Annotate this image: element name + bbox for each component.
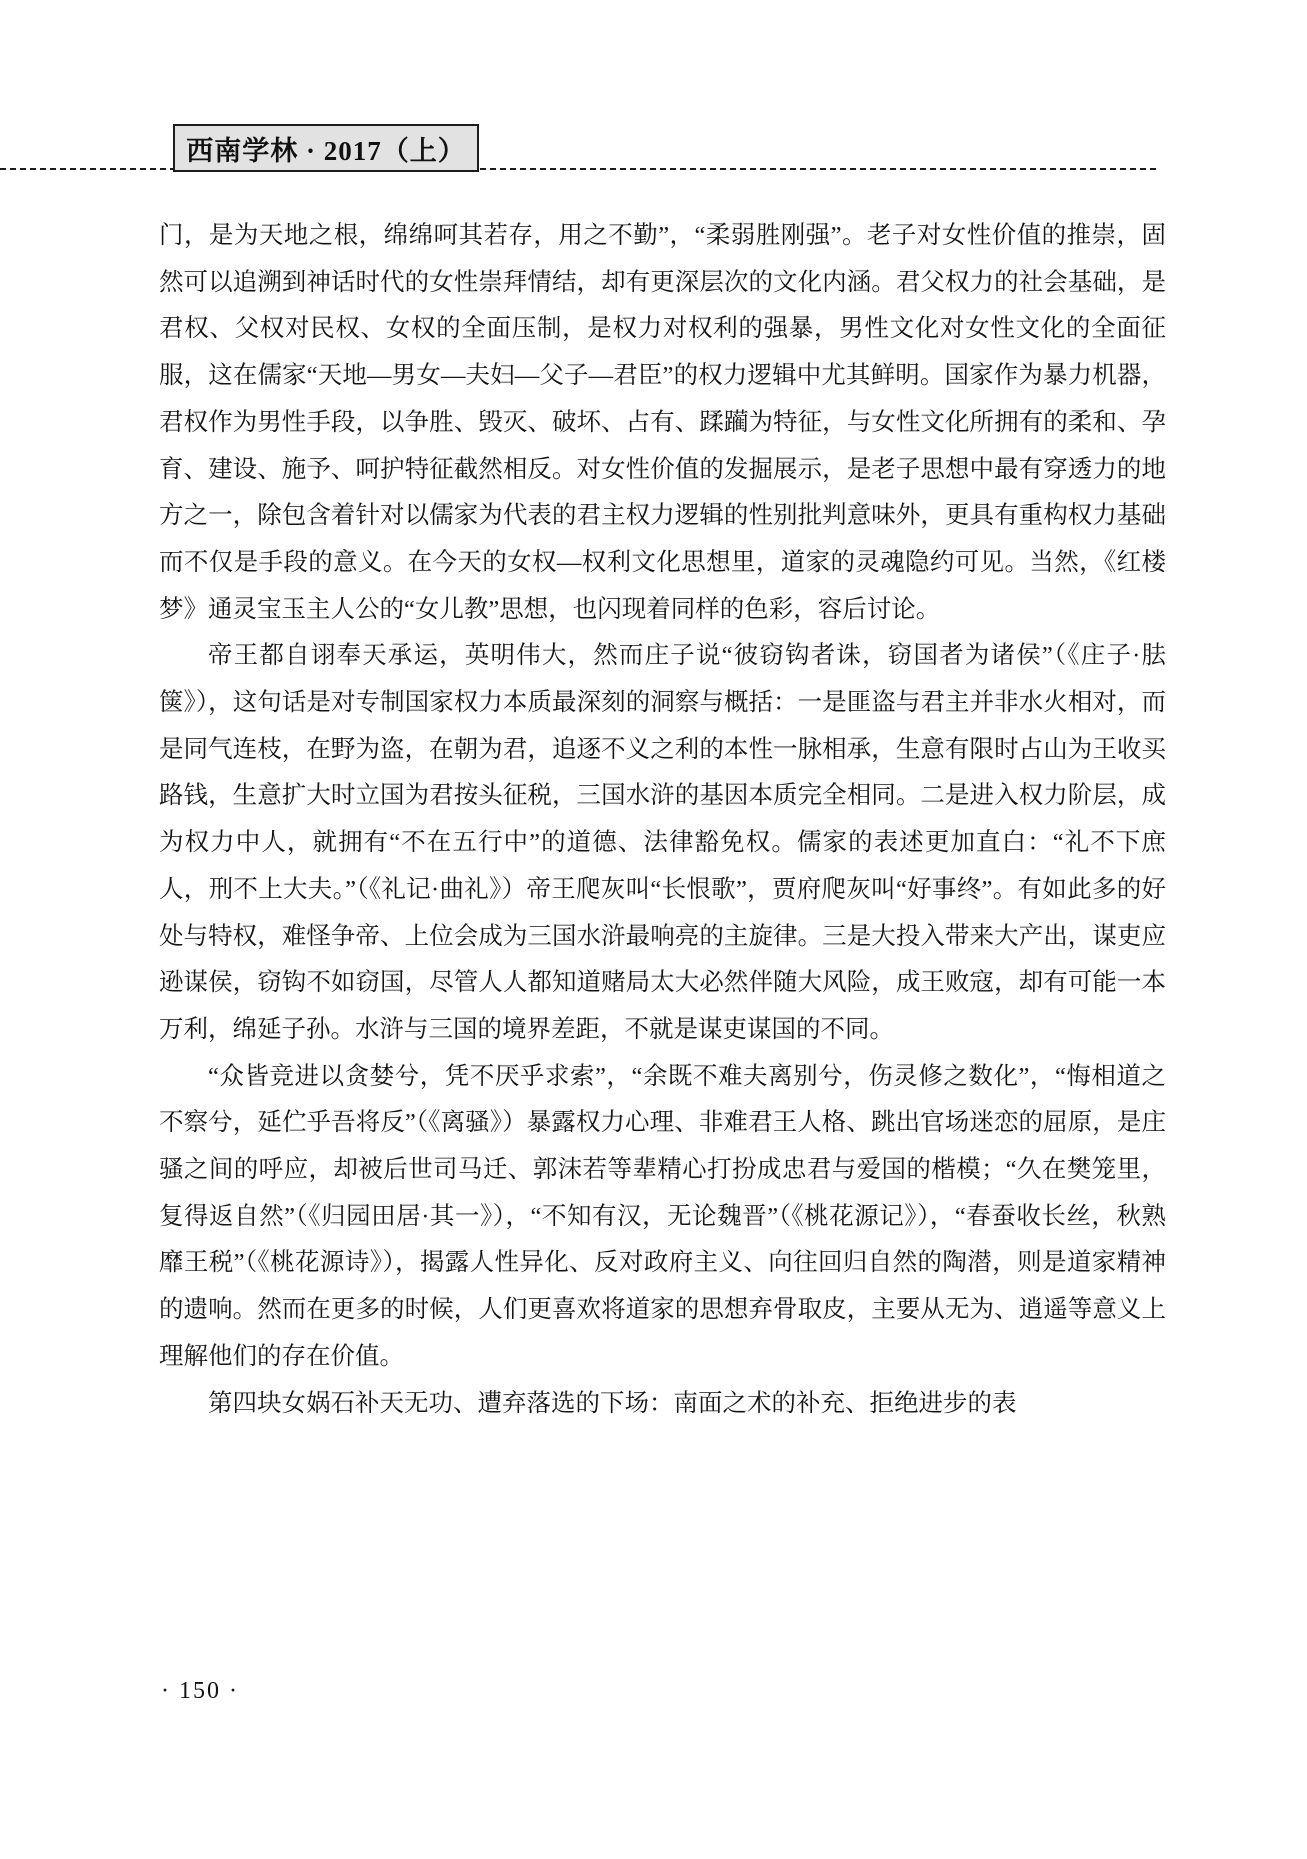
body-text: [159, 213, 1166, 1427]
paragraph-continuation: 门，是为天地之根，绵绵呵其若存，用之不勤”，“柔弱胜刚强”。老子对女性价值的推崇，固然可以追溯到神话时代的女性崇拜情结，却有更深层次的文化内涵。君父权力的社会基础，是君权、父权对民权、女权的全面压制，是权力对权利的强暴，男性文化对女性文化的全面征服，这在儒家“天地—男女—夫妇—父子—君臣”的权力逻辑中尤其鲜明。国家作为暴力机器，君权作为男性手段，以争胜、毁灭、破坏、占有、蹂躏为特征，与女性文化所拥有的柔和、孕育、建设、施予、呵护特征截然相反。对女性价值的发掘展示，是老子思想中最有穿透力的地方之一，除包含着针对以儒家为代表的君主权力逻辑的性别批判意味外，更具有重构权力基础而不仅是手段的意义。在今天的女权—权利文化思想里，道家的灵魂隐约可见。当然，《红楼梦》通灵宝玉主人公的“女儿教”思想，也闪现着同样的色彩，容后讨论。: [159, 222, 1166, 623]
paragraph: 帝王都自诩奉天承运，英明伟大，然而庄子说“彼窃钩者诛，窃国者为诸侯”（《庄子·胠箧》），这句话是对专制国家权力本质最深刻的洞察与概括：一是匪盗与君主并非水火相对，而是同气连枝，在野为盗，在朝为君，追逐不义之利的本性一脉相承，生意有限时占山为王收买路钱，生意扩大时立国为君按头征税，三国水浒的基因本质完全相同。二是进入权力阶层，成为权力中人，就拥有“不在五行中”的道德、法律豁免权。儒家的表述更加直白：“礼不下庶人，刑不上大夫。”（《礼记·曲礼》）帝王爬灰叫“长恨歌”，贾府爬灰叫“好事终”。有如此多的好处与特权，难怪争帝、上位会成为三国水浒最响亮的主旋律。三是大投入带来大产出，谋吏应逊谋侯，窃钩不如窃国，尽管人人都知道赌局太大必然伴随大风险，成王败寇，却有可能一本万利，绵延子孙。水浒与三国的境界差距，不就是谋吏谋国的不同。: [159, 642, 1166, 1043]
page-number: · 150 ·: [161, 1678, 239, 1704]
journal-header-badge: [173, 124, 479, 172]
paragraph: 第四块女娲石补天无功、遭弃落选的下场：南面之术的补充、拒绝进步的表: [208, 1389, 1017, 1417]
paragraph: “众皆竞进以贪婪兮，凭不厌乎求索”，“余既不难夫离别兮，伤灵修之数化”，“悔相道之不察兮，延伫乎吾将反”（《离骚》）暴露权力心理、非难君王人格、跳出官场迷恋的屈原，是庄骚之间的呼应，却被后世司马迁、郭沫若等辈精心打扮成忠君与爱国的楷模；“久在樊笼里，复得返自然”（《归园田居·其一》），“不知有汉，无论魏晋”（《桃花源记》），“春蚕收长丝，秋熟靡王税”（《桃花源诗》），揭露人性异化、反对政府主义、向往回归自然的陶潜，则是道家精神的遗响。然而在更多的时候，人们更喜欢将道家的思想弃骨取皮，主要从无为、逍遥等意义上理解他们的存在价值。: [159, 1062, 1166, 1370]
journal-title: 西南学林 · 2017（上）: [186, 135, 466, 166]
